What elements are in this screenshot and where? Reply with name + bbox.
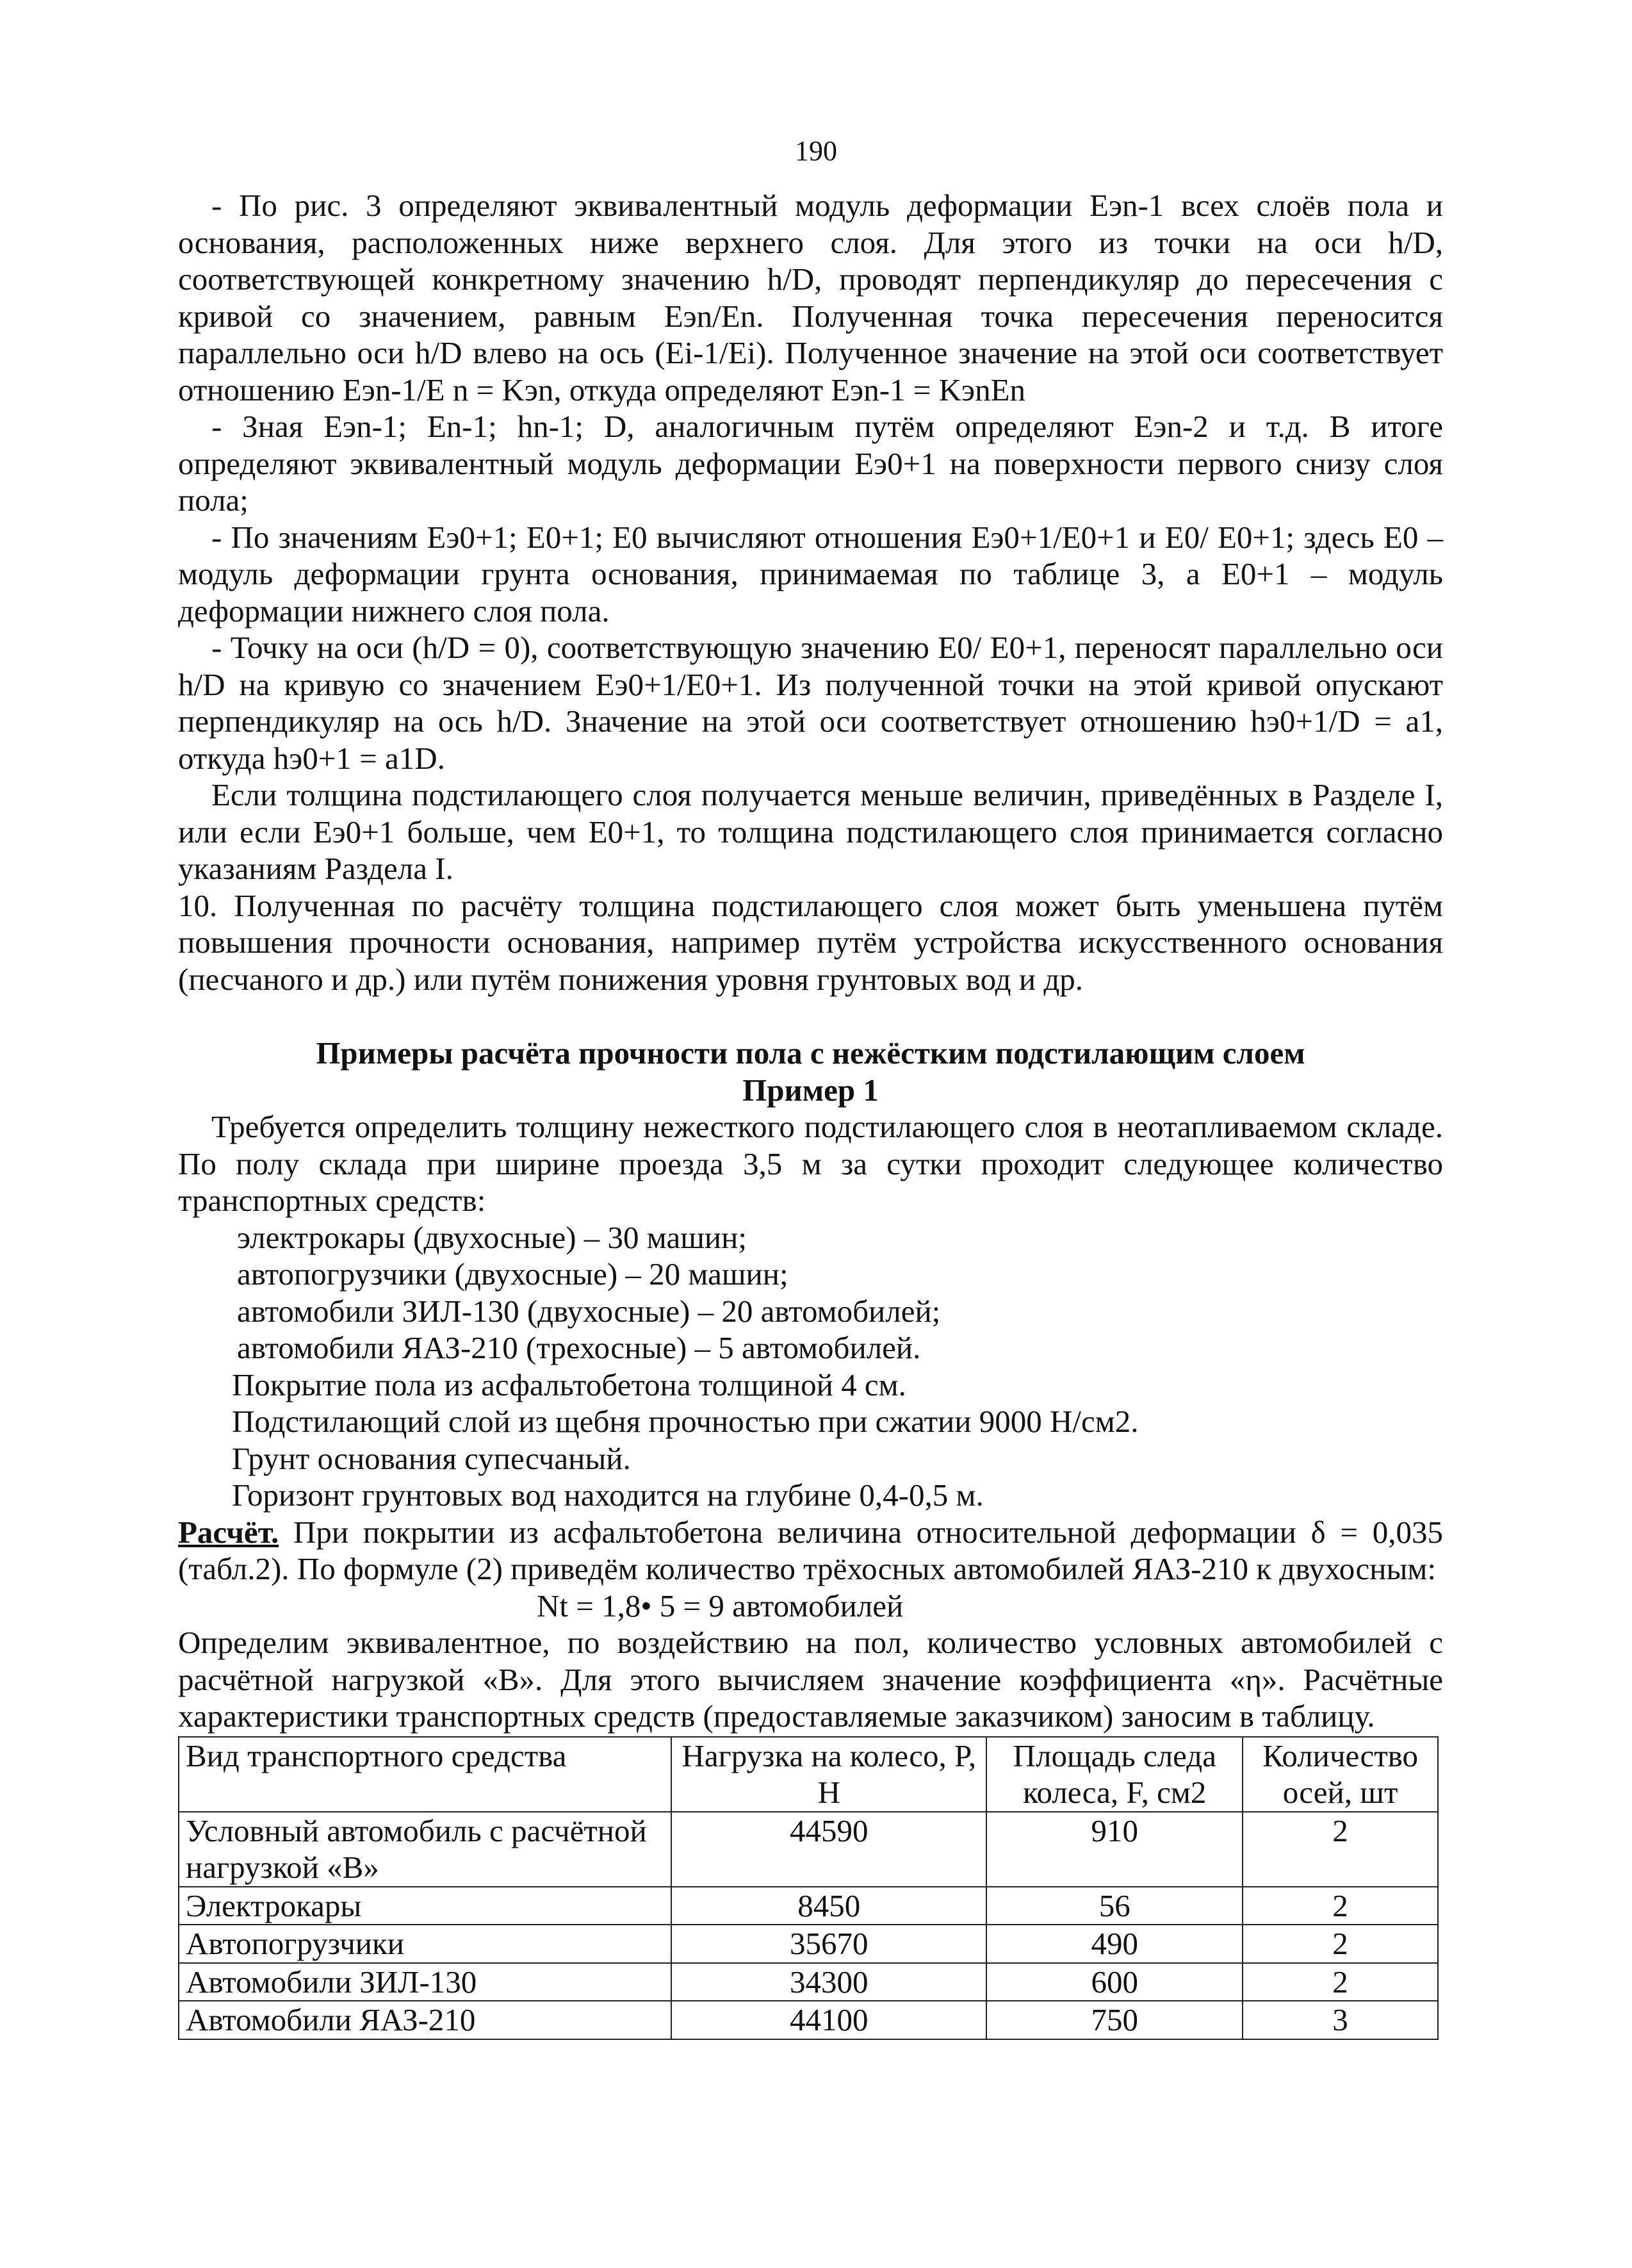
section-heading: Примеры расчёта прочности пола с нежёстким подстилающим слоем bbox=[316, 1035, 1305, 1071]
table-row bbox=[179, 1887, 1438, 1925]
table-cell: 3 bbox=[1243, 2001, 1438, 2039]
paragraph-6: 10. Полученная по расчёту толщина подстилающего слоя может быть уменьшена путём повышения прочности основания, например путём устройства искусственного основания (песчаного и др.) или путём понижения уровня грунтовых вод и др. bbox=[178, 887, 1443, 997]
list-item: автомобили ЯАЗ-210 (трехосные) – 5 автомобилей. bbox=[237, 1330, 921, 1365]
table-cell: 2 bbox=[1243, 1925, 1438, 1963]
table-cell: 2 bbox=[1243, 1887, 1438, 1925]
table-header-cell: Нагрузка на колесо, P, H bbox=[671, 1737, 986, 1812]
table-cell: 8450 bbox=[671, 1887, 986, 1925]
calculation-text: При покрытии из асфальтобетона величина относительной деформации δ = 0,035 (табл.2). По формуле (2) приведём количество трёхосных автомобилей ЯАЗ-210 к двухосным: bbox=[178, 1514, 1443, 1586]
table-header-cell: Площадь следа колеса, F, см2 bbox=[986, 1737, 1243, 1812]
table-cell: Условный автомобиль с расчётной нагрузкой «В» bbox=[179, 1812, 671, 1887]
formula: Nt = 1,8• 5 = 9 автомобилей bbox=[537, 1588, 904, 1623]
page-number: 190 bbox=[795, 135, 837, 167]
statement-1: Покрытие пола из асфальтобетона толщиной 4 см. bbox=[232, 1367, 906, 1402]
table-cell: Автопогрузчики bbox=[179, 1925, 671, 1963]
table-cell: 2 bbox=[1243, 1963, 1438, 2001]
table-cell: 34300 bbox=[671, 1963, 986, 2001]
list-item: автопогрузчики (двухосные) – 20 машин; bbox=[237, 1256, 788, 1292]
table-row bbox=[179, 1812, 1438, 1887]
table-cell: Электрокары bbox=[179, 1887, 671, 1925]
paragraph-3: - По значениям Eэ0+1; E0+1; E0 вычисляют отношения Eэ0+1/E0+1 и E0/ E0+1; здесь E0 – модуль деформации грунта основания, принимаемая по таблице 3, а E0+1 – модуль деформации нижнего слоя пола. bbox=[178, 519, 1443, 629]
statement-2: Подстилающий слой из щебня прочностью при сжатии 9000 Н/см2. bbox=[232, 1404, 1139, 1439]
paragraph-2: - Зная Eэn-1; En-1; hn-1; D, аналогичным путём определяют Eэn-2 и т.д. В итоге определяют эквивалентный модуль деформации Eэ0+1 на поверхности первого снизу слоя пола; bbox=[178, 409, 1443, 518]
calculation-label: Расчёт. bbox=[178, 1514, 279, 1550]
paragraph-8: Определим эквивалентное, по воздействию на пол, количество условных автомобилей с расчётной нагрузкой «В». Для этого вычисляем значение коэффициента «η». Расчётные характеристики транспортных средств (предоставляемые заказчиком) заносим в таблицу. bbox=[178, 1625, 1443, 1734]
list-item: электрокары (двухосные) – 30 машин; bbox=[237, 1219, 747, 1255]
table-cell: 750 bbox=[986, 2001, 1243, 2039]
table-cell: Автомобили ЗИЛ-130 bbox=[179, 1963, 671, 2001]
table-header-row bbox=[179, 1737, 1438, 1812]
table-cell: 44590 bbox=[671, 1812, 986, 1887]
table-row bbox=[179, 1963, 1438, 2001]
vehicle-list bbox=[178, 1219, 1443, 1367]
paragraph-4: - Точку на оси (h/D = 0), соответствующую значению E0/ E0+1, переносят параллельно оси h/D на кривую со значением Eэ0+1/E0+1. Из полученной точки на этой кривой опускают перпендикуляр на ось h/D. Значение на этой оси соответствует отношению hэ0+1/D = a1, откуда hэ0+1 = a1D. bbox=[178, 630, 1443, 776]
table-header-cell: Количество осей, шт bbox=[1243, 1737, 1438, 1812]
statement-4: Горизонт грунтовых вод находится на глубине 0,4-0,5 м. bbox=[232, 1477, 984, 1513]
table-cell: 910 bbox=[986, 1812, 1243, 1887]
vehicle-table bbox=[178, 1736, 1439, 2040]
paragraph-1: - По рис. 3 определяют эквивалентный модуль деформации Eэn-1 всех слоёв пола и основания, расположенных ниже верхнего слоя. Для этого из точки на оси h/D, соответствующей конкретному значению h/D, проводят перпендикуляр до пересечения с кривой со значением, равным Eэn/En. Полученная точка пересечения переносится параллельно оси h/D влево на ось (Ei-1/Ei). Полученное значение на этой оси соответствует отношению Eэn-1/E n = Kэn, откуда определяют Eэn-1 = KэnEn bbox=[178, 188, 1443, 407]
table-cell: 600 bbox=[986, 1963, 1243, 2001]
table-cell: Автомобили ЯАЗ-210 bbox=[179, 2001, 671, 2039]
paragraph-7: Требуется определить толщину нежесткого подстилающего слоя в неотапливаемом складе. По полу склада при ширине проезда 3,5 м за сутки проходит следующее количество транспортных средств: bbox=[178, 1109, 1443, 1218]
table-cell: 56 bbox=[986, 1887, 1243, 1925]
table-row bbox=[179, 2001, 1438, 2039]
statement-3: Грунт основания супесчаный. bbox=[232, 1440, 631, 1476]
example-heading: Пример 1 bbox=[742, 1072, 879, 1108]
table-row bbox=[179, 1925, 1438, 1963]
table-cell: 44100 bbox=[671, 2001, 986, 2039]
list-item: автомобили ЗИЛ-130 (двухосные) – 20 автомобилей; bbox=[237, 1293, 941, 1329]
table-cell: 490 bbox=[986, 1925, 1243, 1963]
calculation-paragraph bbox=[178, 1514, 1443, 1588]
table-header-cell: Вид транспортного средства bbox=[179, 1737, 671, 1812]
table-cell: 2 bbox=[1243, 1812, 1438, 1887]
table-cell: 35670 bbox=[671, 1925, 986, 1963]
paragraph-5: Если толщина подстилающего слоя получается меньше величин, приведённых в Разделе I, или если Eэ0+1 больше, чем E0+1, то толщина подстилающего слоя принимается согласно указаниям Раздела I. bbox=[178, 777, 1443, 886]
page-content bbox=[178, 187, 1443, 2040]
